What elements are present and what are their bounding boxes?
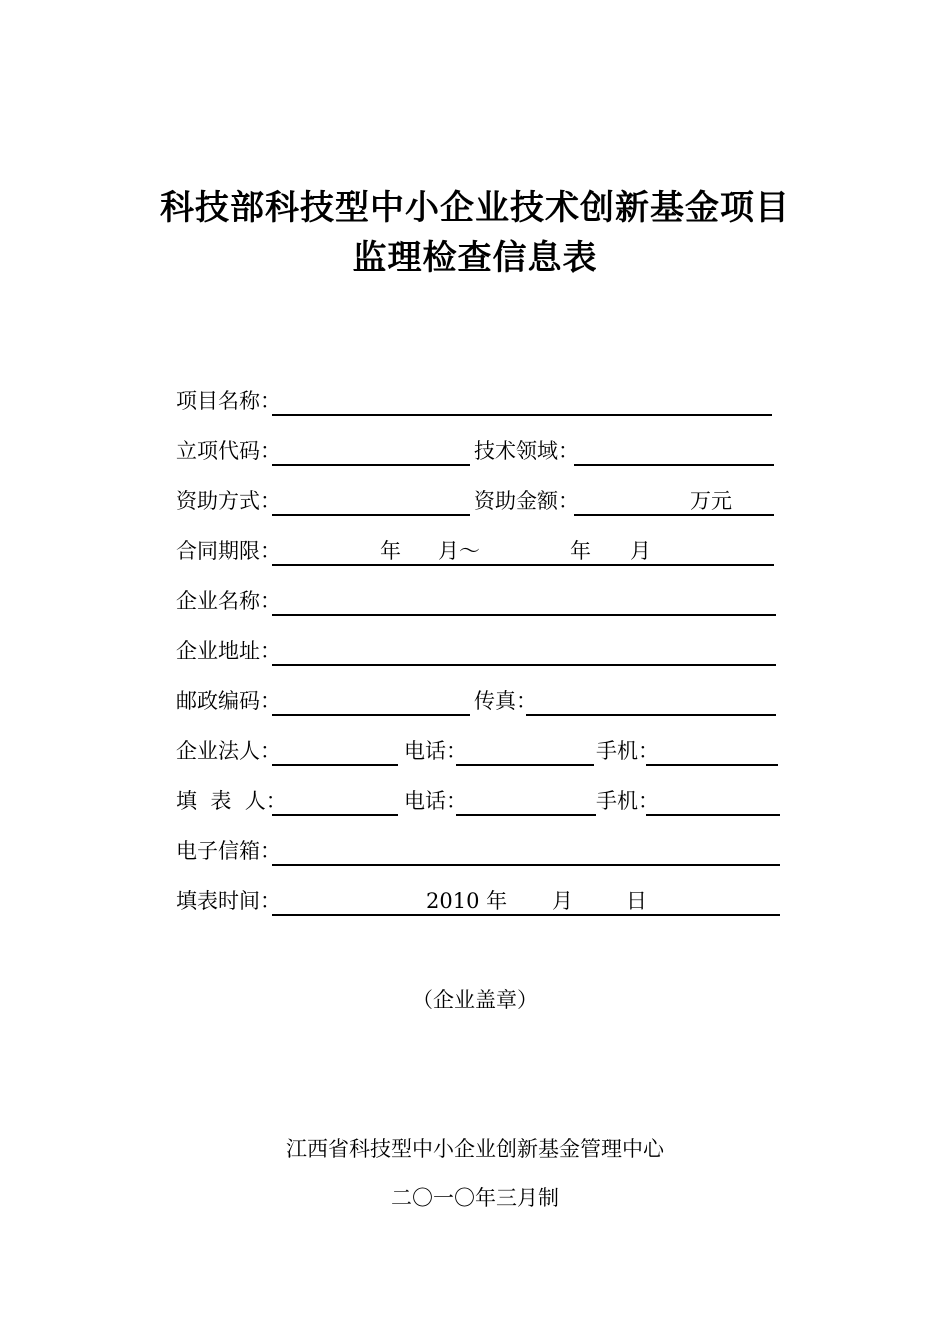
row-contract-period xyxy=(176,536,776,566)
project-code-field[interactable] xyxy=(272,464,470,466)
fill-time-field[interactable] xyxy=(272,914,780,916)
contract-period-field[interactable] xyxy=(272,564,774,566)
fax-field[interactable] xyxy=(526,714,776,716)
row-project-name xyxy=(176,386,776,416)
row-fill-time xyxy=(176,886,786,916)
footer-date: 二〇一〇年三月制 xyxy=(391,1186,559,1210)
phone1-field[interactable] xyxy=(456,764,594,766)
row-company-name xyxy=(176,586,786,616)
phone1-label: 电话： xyxy=(404,739,467,763)
fill-time-month: 月 xyxy=(552,889,573,913)
funding-method-field[interactable] xyxy=(272,514,470,516)
phone2-field[interactable] xyxy=(456,814,596,816)
funding-amount-label: 资助金额： xyxy=(474,489,579,513)
document-title-line2: 监理检查信息表 xyxy=(352,238,598,278)
project-code-label: 立项代码： xyxy=(176,439,281,463)
fill-time-year: 2010 年 xyxy=(426,889,508,913)
filler-label: 填 表 人： xyxy=(176,789,287,813)
tech-field-field[interactable] xyxy=(574,464,774,466)
postal-code-field[interactable] xyxy=(272,714,470,716)
email-label: 电子信箱： xyxy=(176,839,281,863)
contract-period-label: 合同期限： xyxy=(176,539,281,563)
contract-start-month: 月～ xyxy=(438,539,480,563)
funding-method-label: 资助方式： xyxy=(176,489,281,513)
mobile2-field[interactable] xyxy=(646,814,780,816)
row-company-address xyxy=(176,636,786,666)
company-address-label: 企业地址： xyxy=(176,639,281,663)
mobile1-field[interactable] xyxy=(646,764,778,766)
contract-end-year: 年 xyxy=(570,539,591,563)
row-postal xyxy=(176,686,786,716)
mobile1-label: 手机： xyxy=(596,739,659,763)
fill-time-day: 日 xyxy=(626,889,647,913)
fill-time-label: 填表时间： xyxy=(176,889,281,913)
contract-end-month: 月 xyxy=(630,539,651,563)
email-field[interactable] xyxy=(272,864,780,866)
row-email xyxy=(176,836,786,866)
company-name-field[interactable] xyxy=(272,614,776,616)
row-legal-person xyxy=(176,736,786,766)
company-seal-note: （企业盖章） xyxy=(412,988,538,1012)
postal-code-label: 邮政编码： xyxy=(176,689,281,713)
filler-field[interactable] xyxy=(272,814,398,816)
company-address-field[interactable] xyxy=(272,664,776,666)
contract-start-year: 年 xyxy=(380,539,401,563)
project-name-field[interactable] xyxy=(272,414,772,416)
fax-label: 传真： xyxy=(474,689,537,713)
funding-unit: 万元 xyxy=(690,489,732,513)
row-filler xyxy=(176,786,786,816)
project-name-label: 项目名称： xyxy=(176,389,281,413)
legal-person-field[interactable] xyxy=(272,764,398,766)
row-funding xyxy=(176,486,776,516)
company-name-label: 企业名称： xyxy=(176,589,281,613)
row-project-code xyxy=(176,436,776,466)
mobile2-label: 手机： xyxy=(596,789,659,813)
funding-amount-field[interactable] xyxy=(574,514,774,516)
tech-field-label: 技术领域： xyxy=(474,439,579,463)
footer-organization: 江西省科技型中小企业创新基金管理中心 xyxy=(286,1137,664,1161)
document-title-line1: 科技部科技型中小企业技术创新基金项目 xyxy=(160,188,790,228)
phone2-label: 电话： xyxy=(404,789,467,813)
legal-person-label: 企业法人： xyxy=(176,739,281,763)
